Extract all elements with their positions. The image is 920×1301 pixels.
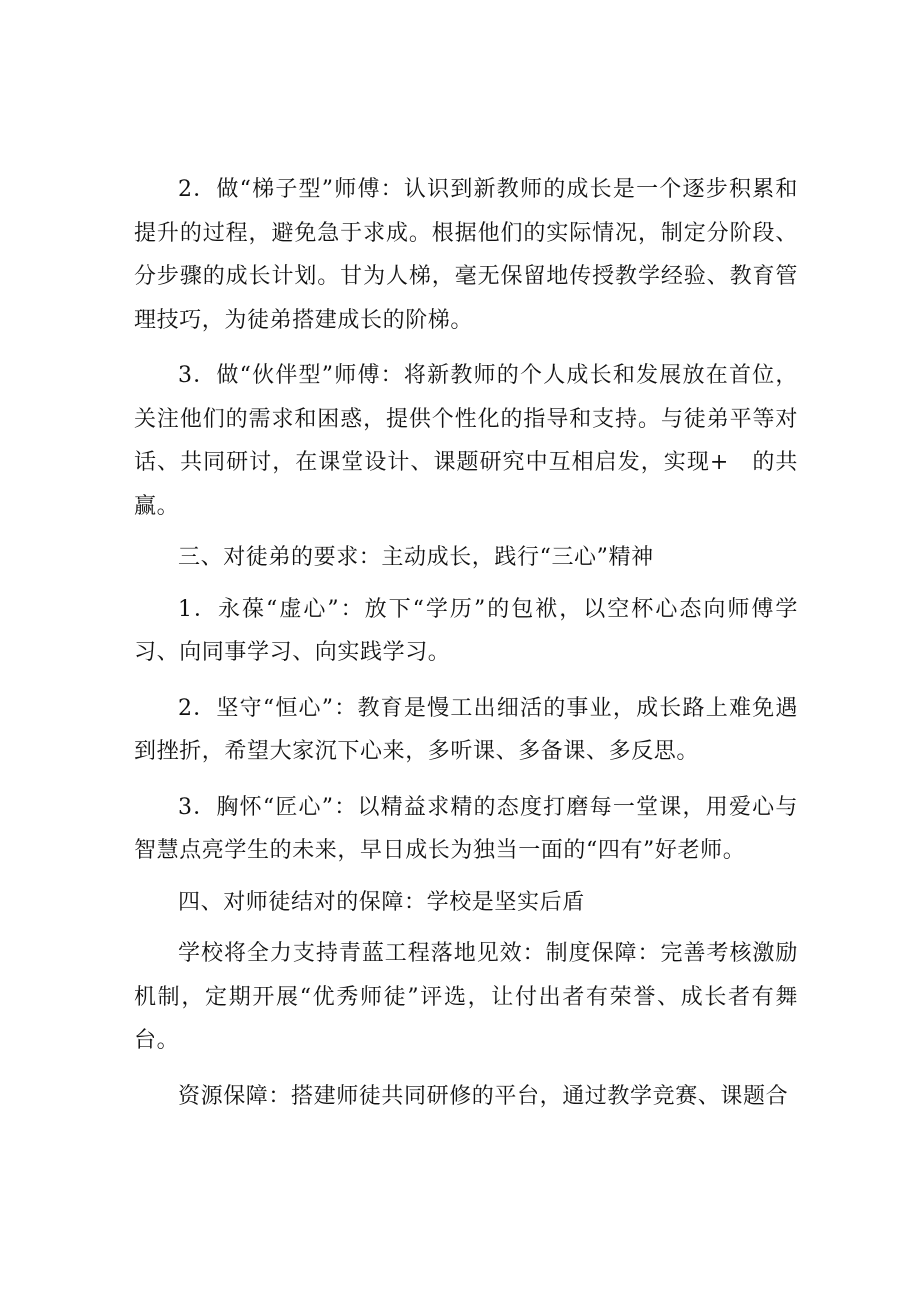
paragraph-partner-mentor: 3．做“伙伴型”师傅：将新教师的个人成长和发展放在首位，关注他们的需求和困惑，提供个性化的指导和支持。与徒弟平等对话、共同研讨，在课堂设计、课题研究中互相启发，实现+ 的共赢。 bbox=[134, 363, 798, 519]
paragraph-humility: 1．永葆“虚心”：放下“学历”的包袱，以空杯心态向师傅学习、向同事学习、向实践学习。 bbox=[134, 596, 798, 665]
heading-apprentice-requirements: 三、对徒弟的要求：主动成长，践行“三心”精神 bbox=[178, 545, 654, 570]
paragraph-ladder-mentor: 2．做“梯子型”师傅：认识到新教师的成长是一个逐步积累和提升的过程，避免急于求成。根据他们的实际情况，制定分阶段、分步骤的成长计划。甘为人梯，毫无保留地传授教学经验、教育管理技巧，为徒弟搭建成长的阶梯。 bbox=[134, 177, 798, 333]
document-body bbox=[134, 168, 798, 1118]
paragraph-craftsmanship: 3．胸怀“匠心”：以精益求精的态度打磨每一堂课，用爱心与智慧点亮学生的未来，早日成长为独当一面的“四有”好老师。 bbox=[134, 794, 798, 863]
heading-school-support: 四、对师徒结对的保障：学校是坚实后盾 bbox=[178, 889, 585, 915]
paragraph-perseverance: 2．坚守“恒心”：教育是慢工出细活的事业，成长路上难免遇到挫折，希望大家沉下心来，多听课、多备课、多反思。 bbox=[134, 695, 798, 764]
paragraph-institutional-support: 学校将全力支持青蓝工程落地见效：制度保障：完善考核激励机制，定期开展“优秀师徒”评选，让付出者有荣誉、成长者有舞台。 bbox=[134, 941, 798, 1053]
paragraph-resource-support: 资源保障：搭建师徒共同研修的平台，通过教学竞赛、课题合 bbox=[178, 1083, 789, 1109]
